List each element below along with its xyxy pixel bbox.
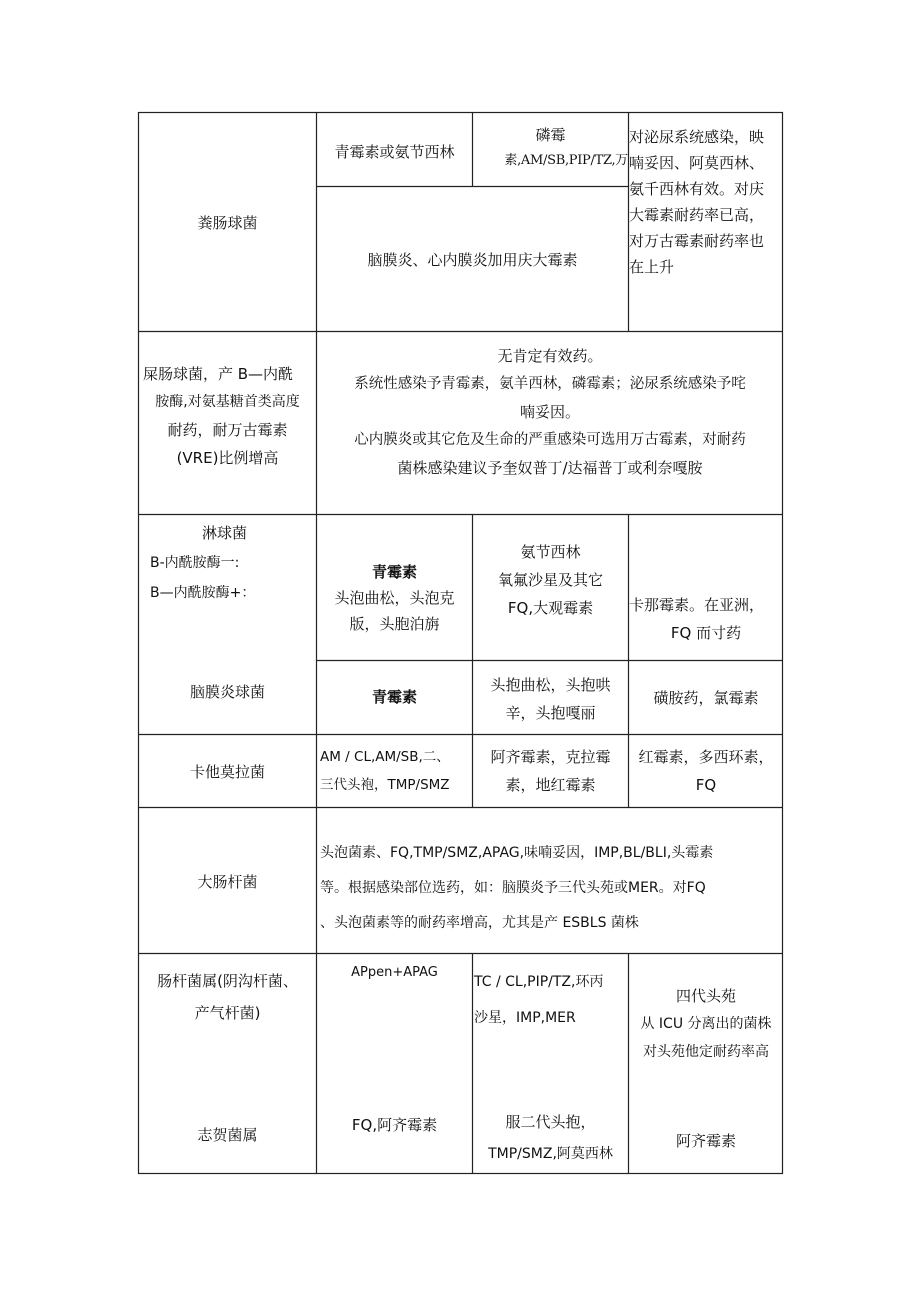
drug-bold: 青霉素 [371,688,417,706]
drug-line: 对头苑他定耐药率高 [643,1044,769,1060]
treatment-line: 系统性感染予青霉素，氨羊西林，磷霉素；泌尿系统感染予咤 [354,376,746,392]
note-line: 对泌尿系统感染，映 [629,128,765,146]
drug-line: 沙星，IMP,MER [474,1010,576,1026]
drug-meningococcus-third: 磺胺药，氯霉素 [653,689,759,707]
drug-line: 版，头胞泊旃 [349,615,440,633]
organism-ecoli: 大肠杆菌 [197,873,258,891]
drug-line: 红霉素，多西环素， [638,748,774,766]
organism-line: 耐药，耐万古霉素 [167,421,288,439]
treatment-line: 头泡菌素、FQ,TMP/SMZ,APAG,味喃妥因，IMP,BL/BLI,头霉素 [320,845,714,861]
drug-enterobacter-first: APpen+APAG [351,965,438,980]
drug-bold: 青霉素 [371,563,417,581]
drug-line: 三代头袍，TMP/SMZ [320,777,450,793]
drug-meningococcus-second [473,671,628,727]
drug-gonococcus-second [473,538,628,622]
treatment-enterococcus-faecium [317,342,783,482]
drug-line: 卡那霉素。在亚洲， [629,596,765,614]
drug-line: TC / CL,PIP/TZ,环丙 [474,974,604,990]
organism-enterococcus-faecalis: 粪肠球菌 [197,214,258,232]
organism-meningococcus: 脑膜炎球菌 [189,683,265,701]
note-line: 在上升 [629,258,675,276]
drug-line: 头抱曲松，头抱哄 [490,676,611,694]
organism-line: (VRE)比例增高 [176,449,279,467]
drug-gonococcus-first [317,559,472,637]
organism-line: 肠杆菌属(阴沟杆菌、 [157,972,298,990]
drug-gentamicin-addition: 脑膜炎、心内膜炎加用庆大霉素 [367,251,578,269]
drug-moraxella-third [629,743,783,799]
organism-line: 屎肠球菌，产 B—内酰 [143,365,294,383]
drug-line: 阿齐霉素，克拉霉 [490,748,611,766]
drug-line: 素,AM/SB,PIP/TZ,万 [504,153,628,168]
organism-line: B-内酰胺酶一: [150,555,240,571]
drug-line: FQ [695,776,717,794]
drug-penicillin-ampicillin: 青霉素或氨节西林 [334,143,455,161]
organism-line: 产气杆菌) [194,1004,261,1022]
drug-meningococcus-first [317,684,472,710]
drug-line: 头泡曲松，头泡克 [334,589,455,607]
organism-moraxella: 卡他莫拉菌 [189,763,265,781]
drug-gonococcus-third [629,591,783,647]
organism-line: 淋球菌 [202,524,248,542]
treatment-line: 菌株感染建议予奎奴普丁/达福普丁或利奈嘎胺 [397,459,703,477]
drug-line: TMP/SMZ,阿莫西林 [488,1146,613,1162]
drug-line: FQ,大观霉素 [507,599,594,617]
drug-shigella-second [473,1106,628,1170]
organism-line: B—内酰胺酶+： [150,585,256,601]
drug-line: 素，地红霉素 [505,776,596,794]
treatment-line: 无肯定有效药。 [497,347,603,365]
drug-enterobacter-second [474,964,628,1036]
note-line: 氨千西林有效。对庆 [629,180,765,198]
organism-shigella: 志贺菌属 [197,1126,258,1144]
note-line: 喃妥因、阿莫西林、 [629,154,765,172]
drug-line: 氨节西林 [520,543,581,561]
drug-moraxella-first [320,743,472,799]
treatment-line: 喃妥因。 [519,403,580,421]
treatment-line: 心内膜炎或其它危及生命的严重感染可选用万古霉素，对耐药 [354,432,746,448]
drug-shigella-first: FQ,阿齐霉素 [351,1116,438,1134]
drug-shigella-third: 阿齐霉素 [675,1132,736,1150]
organism-enterobacter [139,965,316,1029]
drug-enterobacter-third [629,982,783,1066]
drug-line: 从 ICU 分离出的菌株 [640,1016,772,1032]
drug-line: 服二代头抱， [505,1113,596,1131]
drug-line: AM / CL,AM/SB,二、 [320,749,450,765]
drug-line: 氧氟沙星及其它 [497,571,603,589]
treatment-line: 、头泡菌素等的耐药率增高，尤其是产 ESBLS 菌株 [320,915,639,931]
note-line: 大霉素耐药率已高， [629,206,765,224]
drug-fosfomycin [473,122,628,174]
drug-line: 辛，头抱嘎丽 [505,704,596,722]
treatment-ecoli [320,836,783,941]
note-line: 对万古霉素耐药率也 [629,232,765,250]
note-enterococcus-faecalis [629,124,783,280]
treatment-line: 等。根据感染部位选药，如：脑膜炎予三代头苑或MER。对FQ [320,880,706,896]
organism-gonococcus [150,518,316,608]
drug-moraxella-second [473,743,628,799]
organism-enterococcus-faecium [139,360,316,472]
drug-line: 磷霉 [535,126,566,144]
drug-line: FQ 而寸药 [670,624,742,642]
organism-line: 胺酶,对氨基糖首类高度 [155,394,300,410]
drug-line: 四代头苑 [675,987,736,1005]
